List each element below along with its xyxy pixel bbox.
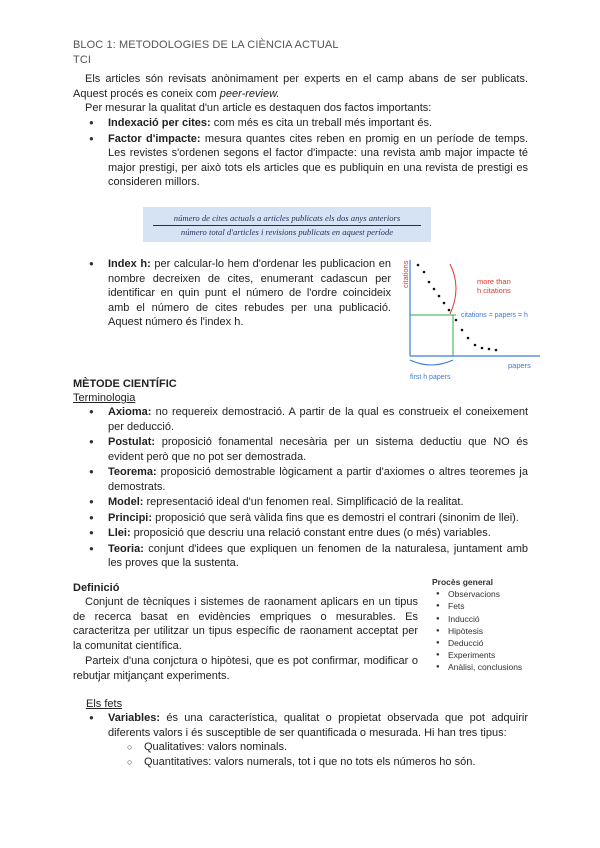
list-item: ● Experiments bbox=[432, 649, 522, 661]
data-point bbox=[443, 302, 446, 305]
fets-list bbox=[108, 711, 528, 741]
term-text: no requereix demostració. A partir de la qual es construeix el coneixement per deducció. bbox=[108, 406, 528, 433]
list-item: ○ Quantitatives: valors numerals, tot i que no tots els números ho són. bbox=[144, 755, 475, 770]
document-header-subject: TCI bbox=[73, 54, 92, 66]
list-item bbox=[108, 711, 528, 740]
term-label: Model: bbox=[108, 496, 144, 508]
proces-general-box bbox=[432, 576, 522, 674]
terminology-list bbox=[108, 405, 528, 572]
x-axis-label: papers bbox=[508, 361, 531, 370]
list-item: ● Hipòtesis bbox=[432, 625, 522, 637]
list-item: ● Fets bbox=[432, 600, 522, 612]
term-text: proposició que descriu una relació constant entre dues (o més) variables. bbox=[130, 527, 491, 539]
list-item bbox=[108, 405, 528, 434]
term-label: Axioma: bbox=[108, 406, 152, 418]
term-text: proposició demostrable lògicament a partir d'axiomes o altres teoremes ja demostrats. bbox=[108, 466, 528, 493]
list-item: ○ Qualitatives: valors nominals. bbox=[144, 740, 475, 755]
term-label: Factor d'impacte: bbox=[108, 132, 201, 145]
section-title-metode: MÈTODE CIENTÍFIC bbox=[73, 378, 177, 390]
data-point bbox=[488, 348, 491, 351]
quality-list bbox=[108, 116, 528, 191]
term-text: proposició fonamental necesària per un sistema deductiu que NO és evident però que no pot ser demostrada. bbox=[108, 436, 528, 463]
first-h-bracket bbox=[410, 360, 453, 365]
data-point bbox=[467, 337, 470, 340]
impact-factor-formula bbox=[143, 207, 431, 242]
more-than-label: more than bbox=[477, 277, 511, 286]
term-text: és una característica, qualitat o propietat observada que pot adquirir diferents valors i és susceptible de ser quantificada o mesurada. Hi han tres tipus: bbox=[108, 712, 528, 739]
formula-fraction-line bbox=[153, 225, 421, 226]
first-h-label: first h papers bbox=[410, 374, 451, 381]
data-point bbox=[455, 319, 458, 322]
list-item bbox=[108, 465, 528, 494]
subsection-terminologia: Terminologia bbox=[73, 392, 136, 404]
data-point bbox=[423, 271, 426, 274]
term-label: Postulat: bbox=[108, 436, 156, 448]
term-text: mesura quantes cites reben en promig en un període de temps. Les revistes s'ordenen segons el factor d'impacte: una revista amb major impacte té major prestigi, per això tots els articles que es publiquin en una revista de prestigi es consideren millors. bbox=[108, 132, 529, 188]
term-label: Llei: bbox=[108, 527, 131, 539]
formula-numerator: número de cites actuals a articles publicats els dos anys anteriors bbox=[173, 213, 401, 223]
quality-intro: Per mesurar la qualitat d'un article es destaquen dos factos importants: bbox=[85, 102, 432, 114]
list-item bbox=[108, 495, 528, 510]
term-label: Indexació per cites: bbox=[108, 117, 211, 129]
intro-text: Els articles són revisats anònimament per experts en el camp abans de ser publicats. Aquest procés es coneix com bbox=[73, 73, 528, 100]
intro-paragraph bbox=[73, 72, 528, 101]
hindex-list bbox=[108, 257, 391, 331]
section-title-definicio: Definició bbox=[73, 582, 120, 594]
data-point bbox=[417, 264, 420, 267]
term-label: Principi: bbox=[108, 511, 153, 524]
data-point bbox=[448, 309, 451, 312]
term-label: Variables: bbox=[108, 712, 160, 724]
definicio-paragraph-2: Parteix d'una conjctura o hipòtesi, que es pot confirmar, modificar o rebutjar mitjançant experiments. bbox=[73, 655, 418, 682]
proces-list bbox=[432, 588, 522, 673]
list-item: ● Anàlisi, conclusions bbox=[432, 661, 522, 673]
subsection-els-fets: Els fets bbox=[86, 698, 123, 710]
list-item: ● Inducció bbox=[432, 613, 522, 625]
peer-review-term: peer-review. bbox=[219, 87, 280, 100]
data-point bbox=[461, 329, 464, 332]
term-label: Teorema: bbox=[108, 466, 157, 478]
y-axis-label: citations bbox=[401, 260, 410, 288]
definicio-paragraph-1: Conjunt de tècniques i sistemes de raonament aplicars en un tipus de recerca basat en evidències empriques o mesurables. Es caracteritza per utilitzar un tipus específic de raonament acceptat per la comunitat científica. bbox=[73, 596, 418, 652]
data-point bbox=[433, 288, 436, 291]
term-label: Index h: bbox=[108, 258, 151, 270]
term-label: Teoria: bbox=[108, 542, 144, 555]
data-point bbox=[428, 281, 431, 284]
term-text: conjunt d'idees que expliquen un fenomen de la naturalesa, juntament amb les proves que la sustenta. bbox=[108, 542, 528, 569]
list-item bbox=[108, 116, 528, 131]
term-text: per calcular-lo hem d'ordenar les publicacion en nombre decreixen de cites, enumerant cadascun per identificar en quin punt el número de l'ordre coincideix amb el número de cites rebudes per una publicació. Aquest número és l'index h. bbox=[108, 258, 391, 328]
list-item bbox=[108, 526, 528, 541]
equality-label: citations = papers = h bbox=[461, 312, 528, 319]
data-point bbox=[438, 295, 441, 298]
data-point bbox=[495, 349, 498, 352]
list-item bbox=[108, 511, 528, 526]
list-item bbox=[108, 257, 391, 330]
variable-types-list bbox=[144, 740, 475, 769]
list-item bbox=[108, 542, 528, 571]
data-point bbox=[481, 347, 484, 350]
more-than-h-bracket bbox=[450, 264, 456, 314]
formula-denominator: número total d'articles i revisions publicats en aquest període bbox=[180, 227, 394, 237]
h-citations-label: h citations bbox=[477, 286, 511, 295]
list-item: ● Deducció bbox=[432, 637, 522, 649]
document-header-title: BLOC 1: METODOLOGIES DE LA CIÈNCIA ACTUAL bbox=[73, 39, 339, 51]
hindex-graph bbox=[400, 258, 545, 382]
term-text: representació ideal d'un fenomen real. Simplificació de la realitat. bbox=[143, 496, 464, 508]
term-text: proposició que serà vàlida fins que es demostri el contrari (sinonim de llei). bbox=[152, 511, 519, 524]
term-text: com més es cita un treball més important és. bbox=[210, 117, 433, 129]
list-item: ● Observacions bbox=[432, 588, 522, 600]
list-item bbox=[108, 132, 528, 190]
data-point bbox=[474, 344, 477, 347]
list-item bbox=[108, 435, 528, 464]
proces-title: Procès general bbox=[432, 577, 493, 587]
